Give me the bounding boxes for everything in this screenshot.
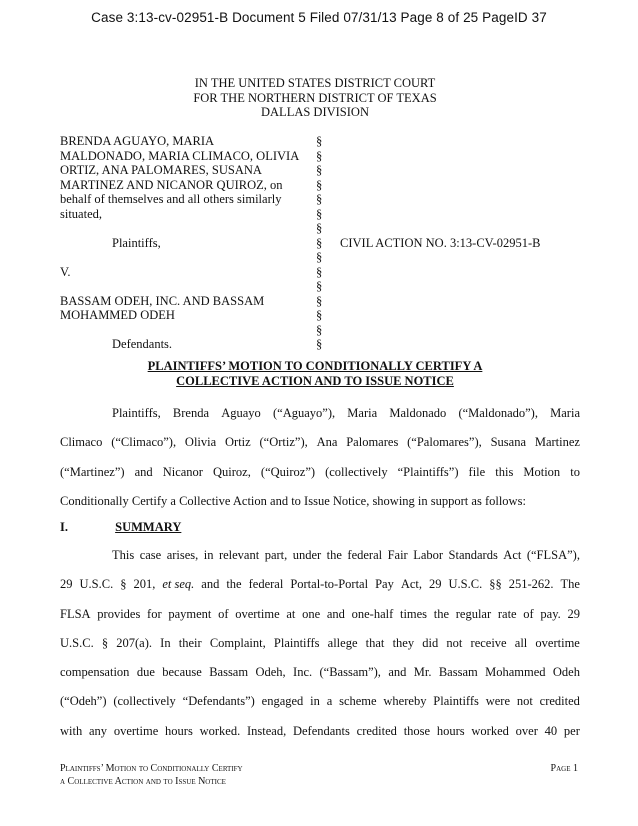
word: worked.	[199, 723, 241, 738]
word: overtime	[113, 723, 159, 738]
word: and	[134, 464, 153, 479]
section-number: I.	[60, 520, 68, 534]
word: FLSA	[60, 606, 91, 621]
word: Complaint,	[209, 635, 266, 650]
word: federal	[248, 577, 284, 592]
word: Odeh,	[255, 665, 286, 680]
section-symbol: §	[316, 235, 323, 250]
word: Ortiz	[225, 435, 251, 450]
word: 29	[429, 577, 442, 592]
word: Maria	[347, 406, 378, 420]
word: this	[495, 464, 514, 479]
word: Climaco	[60, 435, 103, 450]
section-symbol: §	[316, 337, 323, 351]
word: Bassam	[438, 665, 478, 680]
word: In	[160, 635, 171, 650]
party-line: MARTINEZ AND NICANOR QUIROZ, on	[60, 177, 283, 192]
paragraph-line	[60, 629, 580, 658]
plaintiffs-label: Plaintiffs,	[112, 235, 161, 250]
section-symbol: §	[316, 177, 323, 192]
word: overtime	[235, 606, 280, 621]
word: This	[112, 548, 135, 562]
word: (“Bassam”),	[319, 665, 381, 680]
section-heading-summary	[60, 520, 181, 535]
paragraph-line	[60, 717, 580, 746]
word: payment	[168, 606, 212, 621]
paragraph-line	[60, 600, 580, 629]
word: Inc.	[293, 665, 313, 680]
paragraph-line	[60, 487, 580, 516]
section-symbol: §	[316, 264, 323, 279]
section-symbol: §	[316, 163, 323, 177]
word: Labor	[413, 548, 444, 562]
word: Instead,	[246, 723, 287, 738]
court-line-3: DALLAS DIVISION	[261, 105, 369, 119]
word: (collectively	[325, 464, 388, 479]
word: (“Palomares”),	[407, 435, 482, 450]
word: Quiroz,	[213, 464, 251, 479]
word: per	[563, 723, 580, 738]
word: and	[201, 577, 220, 592]
word: whereby	[383, 694, 427, 709]
line-text: Conditionally Certify a Collective Action and to Issue Notice, showing in support as follows:	[60, 493, 526, 508]
word: The	[560, 577, 580, 592]
word: (“Maldonado”),	[458, 406, 538, 420]
word: case	[139, 548, 162, 562]
word: (“Martinez”)	[60, 464, 125, 479]
party-line: behalf of themselves and all others similarly	[60, 192, 282, 206]
footer-title	[60, 762, 243, 788]
word: to	[570, 464, 580, 479]
word: et seq.	[162, 577, 195, 592]
section-symbol-column	[316, 134, 328, 352]
word: all	[514, 635, 528, 650]
word: 201,	[133, 577, 156, 592]
word: pay.	[540, 606, 561, 621]
word: credited	[539, 694, 580, 709]
word: (“Ortiz”),	[259, 435, 308, 450]
word: hours	[165, 723, 193, 738]
word: worked	[471, 723, 509, 738]
section-symbol: §	[316, 221, 323, 235]
word: Act,	[400, 577, 423, 592]
word: Mr.	[413, 665, 432, 680]
word: scheme	[339, 694, 377, 709]
word: §§	[489, 577, 502, 592]
word: under	[292, 548, 322, 562]
word: not	[516, 694, 533, 709]
word: Palomares	[346, 435, 399, 450]
word: Plaintiffs,	[112, 406, 161, 420]
word: 29	[567, 606, 580, 621]
word: in	[203, 548, 214, 562]
word: provides	[97, 606, 141, 621]
word: 251-262.	[508, 577, 554, 592]
section-symbol: §	[316, 134, 323, 148]
word: compensation	[60, 665, 130, 680]
paragraph-line	[60, 658, 580, 687]
word: “Plaintiffs”)	[397, 464, 459, 479]
party-line: MALDONADO, MARIA CLIMACO, OLIVIA	[60, 148, 300, 163]
word: “Defendants”)	[182, 694, 255, 709]
motion-title	[100, 359, 530, 388]
word: (collectively	[113, 694, 176, 709]
section-symbol: §	[316, 192, 323, 206]
word: Olivia	[184, 435, 217, 450]
word: relevant	[218, 548, 260, 562]
court-line-1: IN THE UNITED STATES DISTRICT COURT	[194, 76, 436, 90]
word: federal	[347, 548, 383, 562]
paragraph-line	[60, 399, 580, 428]
word: of	[218, 606, 229, 621]
section-title: SUMMARY	[115, 520, 182, 534]
case-caption	[60, 134, 580, 350]
word: arises,	[166, 548, 199, 562]
word: in	[310, 694, 320, 709]
word: part,	[264, 548, 288, 562]
word: §	[120, 577, 127, 592]
party-line: situated,	[60, 206, 103, 221]
word: over	[515, 723, 538, 738]
word: Pay	[375, 577, 394, 592]
word: with	[60, 723, 83, 738]
word: did	[422, 635, 439, 650]
word: (“Quiroz”)	[260, 464, 316, 479]
word: Maldonado	[389, 406, 447, 420]
word: (“Aguayo”),	[272, 406, 336, 420]
party-line: BASSAM ODEH, INC. AND BASSAM	[60, 293, 265, 308]
word: file	[468, 464, 486, 479]
word: Nicanor	[162, 464, 203, 479]
paragraph-line	[60, 570, 580, 599]
section-symbol: §	[316, 279, 323, 293]
party-line	[60, 323, 310, 338]
word: for	[147, 606, 162, 621]
word: at	[286, 606, 296, 621]
paragraph-line	[60, 687, 580, 716]
word: Susana	[490, 435, 527, 450]
word: Standards	[448, 548, 498, 562]
section-symbol: §	[316, 148, 323, 163]
page-number: Page 1	[550, 763, 578, 774]
word: their	[178, 635, 202, 650]
word: 207(a).	[116, 635, 153, 650]
word: Act	[503, 548, 522, 562]
word: they	[392, 635, 415, 650]
party-line	[60, 221, 310, 236]
footer-line-1: Plaintiffs’ Motion to Conditionally Certify	[60, 763, 243, 774]
word: Ana	[316, 435, 338, 450]
party-line: MOHAMMED ODEH	[60, 308, 175, 322]
word: not	[446, 635, 463, 650]
word: the	[326, 548, 342, 562]
court-line-2: FOR THE NORTHERN DISTRICT OF TEXAS	[193, 90, 437, 105]
word: Mohammed	[485, 665, 546, 680]
word: Plaintiffs	[273, 635, 320, 650]
intro-paragraph	[60, 399, 580, 516]
word: any	[89, 723, 108, 738]
word: of	[523, 606, 534, 621]
word: Fair	[387, 548, 408, 562]
word: the	[226, 577, 242, 592]
party-line	[60, 279, 310, 294]
party-line: BRENDA AGUAYO, MARIA	[60, 134, 215, 148]
word: Aguayo	[221, 406, 261, 420]
word: U.S.C.	[79, 577, 114, 592]
word: rate	[497, 606, 517, 621]
word: Brenda	[172, 406, 210, 420]
paragraph-line	[60, 541, 580, 570]
defendants-label: Defendants.	[112, 337, 173, 351]
party-line: ORTIZ, ANA PALOMARES, SUSANA	[60, 163, 262, 177]
motion-title-line-2: COLLECTIVE ACTION AND TO ISSUE NOTICE	[176, 373, 454, 388]
court-heading	[150, 76, 480, 120]
word: credited	[356, 723, 397, 738]
word: because	[162, 665, 202, 680]
word: were	[485, 694, 511, 709]
paragraph-line	[60, 458, 580, 487]
word: 40	[544, 723, 558, 738]
motion-title-line-1: PLAINTIFFS’ MOTION TO CONDITIONALLY CERTIFY A	[147, 359, 483, 373]
section-symbol: §	[316, 206, 323, 221]
word: a	[326, 694, 333, 709]
word: Bassam	[209, 665, 249, 680]
word: one	[302, 606, 321, 621]
word: overtime	[535, 635, 580, 650]
word: (“Climaco”),	[111, 435, 177, 450]
word: Martinez	[534, 435, 580, 450]
word: Plaintiffs	[433, 694, 479, 709]
word: and	[326, 606, 345, 621]
party-block	[60, 134, 310, 352]
word: engaged	[261, 694, 304, 709]
word: U.S.C.	[448, 577, 483, 592]
word: §	[101, 635, 109, 650]
word: Portal-to-Portal	[290, 577, 369, 592]
civil-action-number: CIVIL ACTION NO. 3:13-CV-02951-B	[340, 235, 541, 250]
word: those	[403, 723, 431, 738]
word: Motion	[523, 464, 561, 479]
word: Odeh	[552, 665, 580, 680]
word: due	[136, 665, 155, 680]
word: 29	[60, 577, 73, 592]
word: one-half	[351, 606, 394, 621]
party-line	[60, 250, 310, 265]
section-symbol: §	[316, 308, 323, 322]
case-header: Case 3:13-cv-02951-B Document 5 Filed 07/31/13 Page 8 of 25 PageID 37	[91, 10, 547, 25]
paragraph-line	[60, 428, 580, 457]
word: times	[399, 606, 428, 621]
word: that	[365, 635, 385, 650]
section-symbol: §	[316, 293, 323, 308]
word: U.S.C.	[60, 635, 94, 650]
word: receive	[470, 635, 507, 650]
section-symbol: §	[316, 322, 323, 337]
word: Defendants	[292, 723, 350, 738]
versus-label: V.	[60, 264, 71, 279]
word: regular	[455, 606, 492, 621]
section-symbol: §	[316, 250, 323, 264]
word: hours	[436, 723, 465, 738]
word: Maria	[550, 406, 580, 420]
word: and	[388, 665, 407, 680]
word: (“FLSA”),	[526, 548, 580, 562]
word: (“Odeh”)	[60, 694, 107, 709]
word: the	[433, 606, 450, 621]
summary-paragraph	[60, 541, 580, 746]
word: allege	[327, 635, 358, 650]
footer-line-2: a Collective Action and to Issue Notice	[60, 776, 226, 787]
